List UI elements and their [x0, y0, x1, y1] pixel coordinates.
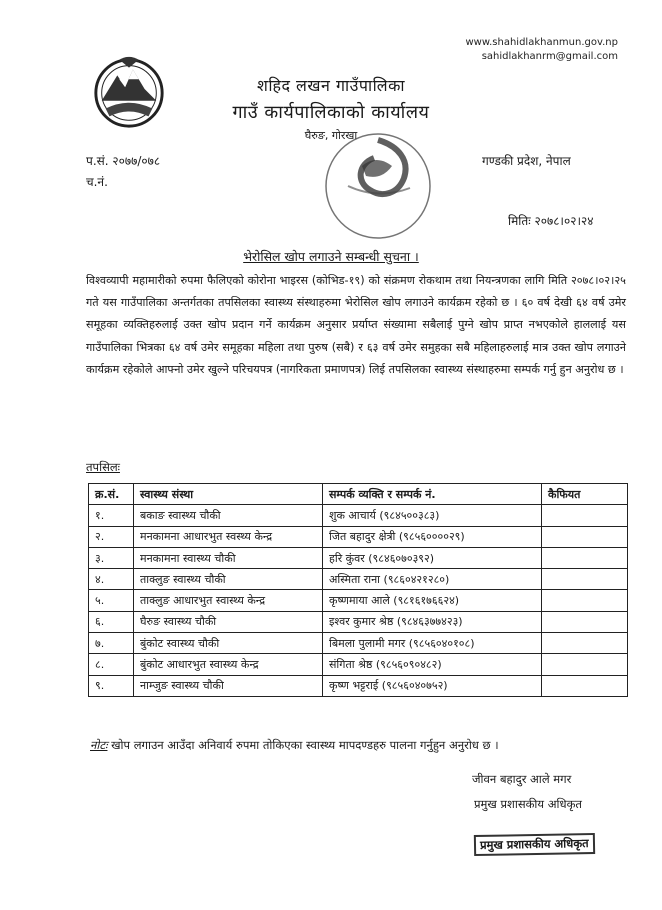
cell-contact: कृष्ण भट्टराई (९८५६०४०७५२) [323, 675, 542, 696]
cell-remarks [542, 590, 628, 611]
cell-sn: ५. [89, 590, 134, 611]
note-label: नोटः [90, 738, 108, 752]
cell-remarks [542, 611, 628, 632]
table-row [89, 547, 628, 568]
cell-remarks [542, 633, 628, 654]
cell-institution: बकाङ स्वास्थ्य चौकी [134, 505, 323, 526]
table-row [89, 569, 628, 590]
details-label: तपसिलः [86, 460, 120, 474]
signatory-title: प्रमुख प्रशासकीय अधिकृत [474, 797, 582, 811]
table-row [89, 526, 628, 547]
cell-sn: १. [89, 505, 134, 526]
cell-remarks [542, 547, 628, 568]
cell-institution: घैरुङ स्वास्थ्य चौकी [134, 611, 323, 632]
cell-institution: ताक्लुङ आधारभुत स्वास्थ्य केन्द्र [134, 590, 323, 611]
cell-remarks [542, 675, 628, 696]
cell-remarks [542, 526, 628, 547]
office-name-line2: गाउँ कार्यपालिकाको कार्यालय [232, 102, 430, 123]
cell-institution: ताक्लुङ स्वास्थ्य चौकी [134, 569, 323, 590]
cell-institution: मनकामना स्वास्थ्य चौकी [134, 547, 323, 568]
table-row [89, 633, 628, 654]
table-row [89, 675, 628, 696]
dispatch-number: च.नं. [86, 175, 108, 189]
health-post-table [88, 483, 628, 697]
cell-institution: बुंकोट स्वास्थ्य चौकी [134, 633, 323, 654]
reference-number: प.सं. २०७७/०७८ [86, 154, 161, 168]
col-header-institution: स्वास्थ्य संस्था [134, 484, 323, 505]
office-location: घैरुङ, गोरखा [304, 129, 358, 142]
cell-contact: अस्मिता राना (९८६०४२१२८०) [323, 569, 542, 590]
cell-contact: इश्वर कुमार श्रेष्ठ (९८४६३७७४२३) [323, 611, 542, 632]
cell-contact: बिमला पुलामी मगर (९८५६०४०१०८) [323, 633, 542, 654]
notice-body: विश्वव्यापी महामारीको रुपमा फैलिएको कोरोना भाइरस (कोभिड-१९) को संक्रमण रोकथाम तथा नियन्त्रणका लागि मिति २०७८।०२।२५ गते यस गाउँपालिका अन्तर्गतका तपसिलका स्वास्थ्य संस्थाहरुमा भेरोसिल खोप लगाउने कार्यक्रम रहेको छ । ६० वर्ष देखी ६४ वर्ष उमेर समूहका व्यक्तिहरुलाई उक्त खोप प्रदान गर्ने कार्यक्रम अनुसार प्रर्याप्त संख्यामा सबैलाई पुग्ने खोप प्राप्त नभएकोले हाललाई यस गाउँपालिका भित्रका ६४ वर्ष उमेर समूहका महिला तथा पुरुष (सबै) र ६३ वर्ष उमेर समुहका सबै महिलाहरुलाई मात्र उक्त खोप लगाउने कार्यक्रम रहेकोले आफ्नो उमेर खुल्ने परिचयपत्र (नागरिकता प्रमाणपत्र) लिई तपसिलका स्वास्थ्य संस्थाहरुमा सम्पर्क गर्नु हुन अनुरोध छ । [86, 274, 626, 376]
contact-block [465, 36, 618, 64]
cell-remarks [542, 505, 628, 526]
designation-stamp: प्रमुख प्रशासकीय अधिकृत [474, 833, 595, 856]
table-row [89, 505, 628, 526]
cell-sn: ८. [89, 654, 134, 675]
notice-subject: भेरोसिल खोप लगाउने सम्बन्धी सुचना । [243, 249, 419, 264]
cell-institution: मनकामना आधारभुत स्वस्थ्य केन्द्र [134, 526, 323, 547]
table-row [89, 611, 628, 632]
cell-contact: शुक आचार्य (९८४५००३८३) [323, 505, 542, 526]
cell-sn: २. [89, 526, 134, 547]
col-header-contact: सम्पर्क व्यक्ति र सम्पर्क नं. [323, 484, 542, 505]
cell-institution: नाम्जुङ स्वास्थ्य चौकी [134, 675, 323, 696]
signatory-name: जीवन बहादुर आले मगर [472, 772, 572, 786]
cell-sn: ६. [89, 611, 134, 632]
cell-remarks [542, 654, 628, 675]
letter-date: मितिः २०७८।०२।२४ [508, 214, 594, 228]
cell-sn: ७. [89, 633, 134, 654]
col-header-remarks: कैफियत [542, 484, 628, 505]
cell-contact: हरि कुंवर (९८४६०७०३९२) [323, 547, 542, 568]
cell-institution: बुंकोट आधारभुत स्वास्थ्य केन्द्र [134, 654, 323, 675]
table-row [89, 654, 628, 675]
cell-sn: ९. [89, 675, 134, 696]
official-seal-stamp [318, 126, 438, 248]
email-text: sahidlakhanrm@gmail.com [481, 51, 618, 62]
table-header-row [89, 484, 628, 505]
cell-contact: जित बहादुर क्षेत्री (९८५६००००२९) [323, 526, 542, 547]
cell-remarks [542, 569, 628, 590]
cell-sn: ४. [89, 569, 134, 590]
website-text: www.shahidlakhanmun.gov.np [465, 37, 618, 48]
province-text: गण्डकी प्रदेश, नेपाल [482, 154, 571, 168]
table-row [89, 590, 628, 611]
note-text: खोप लगाउन आउँदा अनिवार्य रुपमा तोकिएका स्वास्थ्य मापदण्डहरु पालना गर्नुहुन अनुरोध छ । [107, 738, 499, 752]
cell-sn: ३. [89, 547, 134, 568]
note-line [90, 738, 499, 753]
cell-contact: कृष्णमाया आले (९८१६१७६६२४) [323, 590, 542, 611]
office-name-line1: शहिद लखन गाउँपालिका [256, 76, 406, 95]
cell-contact: संगिता श्रेष्ठ (९८५६०९०४८२) [323, 654, 542, 675]
col-header-sn: क्र.सं. [89, 484, 134, 505]
